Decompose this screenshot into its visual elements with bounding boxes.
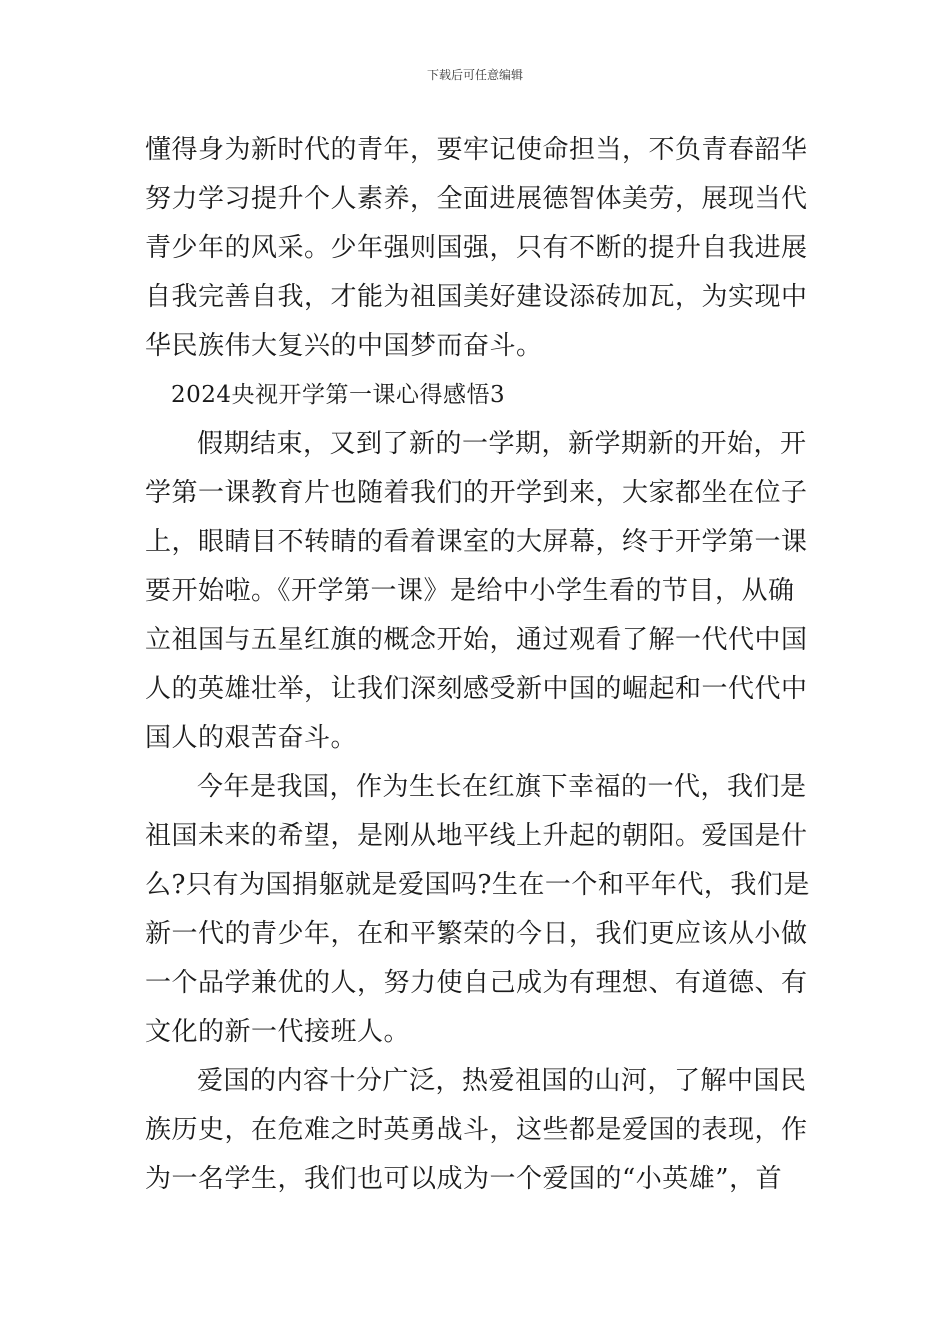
text-line: 族历史，在危难之时英勇战斗，这些都是爱国的表现，作 [145, 1115, 808, 1145]
text-line: 为一名学生，我们也可以成为一个爱国的“小英雄”，首 [145, 1164, 783, 1194]
text-line: 懂得身为新时代的青年，要牢记使命担当，不负青春韶华 [145, 135, 808, 165]
text-line: 青少年的风采。少年强则国强，只有不断的提升自我进展 [145, 233, 808, 263]
text-line: 祖国未来的希望，是刚从地平线上升起的朝阳。爱国是什 [145, 821, 808, 851]
text-line: 国人的艰苦奋斗。 [145, 723, 358, 753]
paragraph-first-line: 今年是我国，作为生长在红旗下幸福的一代，我们是 [197, 772, 807, 802]
text-line: 立祖国与五星红旗的概念开始，通过观看了解一代代中国 [145, 625, 808, 655]
paragraph-first-line: 假期结束，又到了新的一学期，新学期新的开始，开 [197, 429, 807, 459]
text-line: 一个品学兼优的人，努力使自己成为有理想、有道德、有 [145, 968, 808, 998]
text-line: 努力学习提升个人素养，全面进展德智体美劳，展现当代 [145, 184, 808, 214]
text-line: 么?只有为国捐躯就是爱国吗?生在一个和平年代，我们是 [145, 870, 810, 900]
text-line: 自我完善自我，才能为祖国美好建设添砖加瓦，为实现中 [145, 282, 808, 312]
text-line: 学第一课教育片也随着我们的开学到来，大家都坐在位子 [145, 478, 808, 508]
download-note: 下载后可任意编辑 [426, 68, 523, 82]
text-line: 人的英雄壮举，让我们深刻感受新中国的崛起和一代代中 [145, 674, 808, 704]
text-line: 文化的新一代接班人。 [145, 1017, 411, 1047]
text-line: 上，眼睛目不转睛的看着课室的大屏幕，终于开学第一课 [145, 527, 808, 557]
document-body [145, 126, 810, 1204]
section-heading: 2024央视开学第一课心得感悟3 [171, 382, 506, 408]
text-line: 新一代的青少年，在和平繁荣的今日，我们更应该从小做 [145, 919, 808, 949]
paragraph-first-line: 爱国的内容十分广泛，热爱祖国的山河，了解中国民 [197, 1066, 807, 1096]
text-line: 华民族伟大复兴的中国梦而奋斗。 [145, 331, 543, 361]
text-line: 要开始啦。《开学第一课》是给中小学生看的节目，从确 [145, 576, 795, 606]
